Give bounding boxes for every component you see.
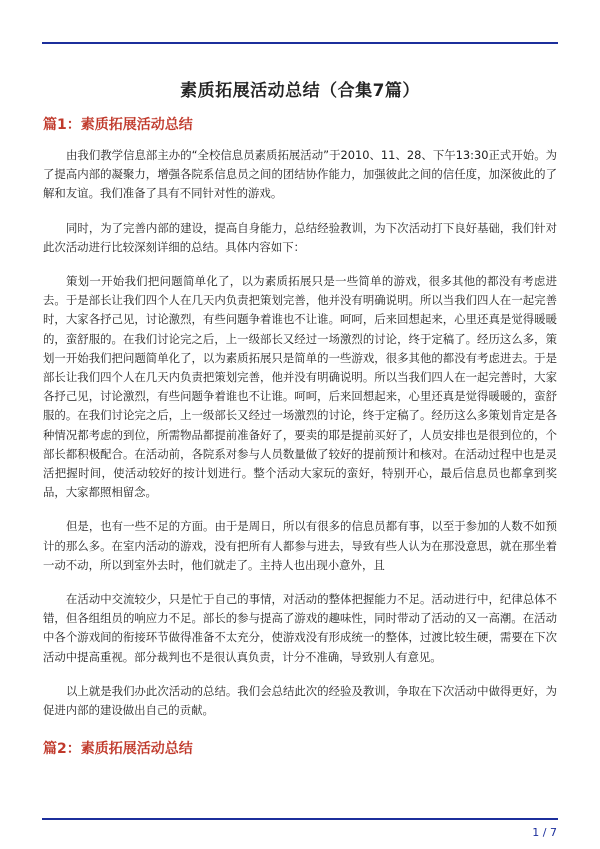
paragraph-6: 以上就是我们办此次活动的总结。我们会总结此次的经验及教训，争取在下次活动中做得更好，为促进内部的建设做出自己的贡献。 xyxy=(43,683,557,718)
footer-rule xyxy=(42,818,558,820)
paragraph-5: 在活动中交流较少，只是忙于自己的事情，对活动的整体把握能力不足。活动进行中，纪律总体不错，但各组组员的响应力不足。部长的参与提高了游戏的趣味性，同时带动了活动的又一高潮。在活动中各个游戏间的衔接环节做得准备不太充分，使游戏没有形成统一的整体，过渡比较生硬，需要在下次活动中提高重视。部分裁判也不是很认真负责，计分不准确，导致别人有意见。 xyxy=(43,592,557,664)
page-title: 素质拓展活动总结（合集7篇） xyxy=(180,81,420,101)
section-2-heading: 篇2：素质拓展活动总结 xyxy=(43,741,193,757)
page-number: 1 / 7 xyxy=(532,826,557,839)
section-1-heading: 篇1：素质拓展活动总结 xyxy=(43,117,193,133)
header-rule xyxy=(42,42,558,44)
paragraph-4: 但是，也有一些不足的方面。由于是周日，所以有很多的信息员都有事，以至于参加的人数不如预计的那么多。在室内活动的游戏，没有把所有人都参与进去，导致有些人认为在那没意思，就在那坐着一动不动，所以到室外去时，他们就走了。主持人也出现小意外，且 xyxy=(43,519,557,572)
paragraph-1: 由我们教学信息部主办的“全校信息员素质拓展活动”于2010、11、28、下午13:30正式开始。为了提高内部的凝聚力，增强各院系信息员之间的团结协作能力，加强彼此之间的信任度，加深彼此的了解和友谊。我们准备了具有不同针对性的游戏。 xyxy=(43,148,557,201)
paragraph-2: 同时，为了完善内部的建设，提高自身能力，总结经验教训，为下次活动打下良好基础，我们针对此次活动进行比较深刻详细的总结。具体内容如下： xyxy=(43,220,557,254)
section-1-body xyxy=(43,146,557,735)
paragraph-3: 策划一开始我们把问题简单化了，以为素质拓展只是一些简单的游戏，很多其他的都没有考虑进去。于是部长让我们四个人在几天内负责把策划完善，他并没有明确说明。所以当我们四人在一起完善时，大家各抒己见，讨论激烈，有些问题争着谁也不让谁。呵呵，后来回想起来，心里还真是觉得暖暖的，蛮舒服的。在我们讨论完之后，上一级部长又经过一场激烈的讨论，终于定稿了。经历这么多，策划一开始我们把问题简单化了，以为素质拓展只是简单的一些游戏，很多其他的都没有考虑进去。于是部长让我们四个人在几天内负责把策划完善，他并没有明确说明。所以当我们四人在一起完善时，大家各抒己见，讨论激烈，有些问题争着谁也不让谁。呵呵，后来回想起来，心里还真是觉得暖暖的，蛮舒服的。在我们讨论完之后，上一级部长又经过一场激烈的讨论，终于定稿了。经历这么多策划肯定是各种情况都考虑的到位，所需物品都提前准备好了，要卖的耶是提前买好了，人员安排也是很到位的，个部长都积极配合。在活动前，各院系对参与人员数量做了较好的提前预计和核对。在活动过程中也是灵活把握时间，使活动较好的按计划进行。整个活动大家玩的蛮好，特别开心，最后信息员也都拿到奖品，大家都照相留念。 xyxy=(43,274,557,500)
